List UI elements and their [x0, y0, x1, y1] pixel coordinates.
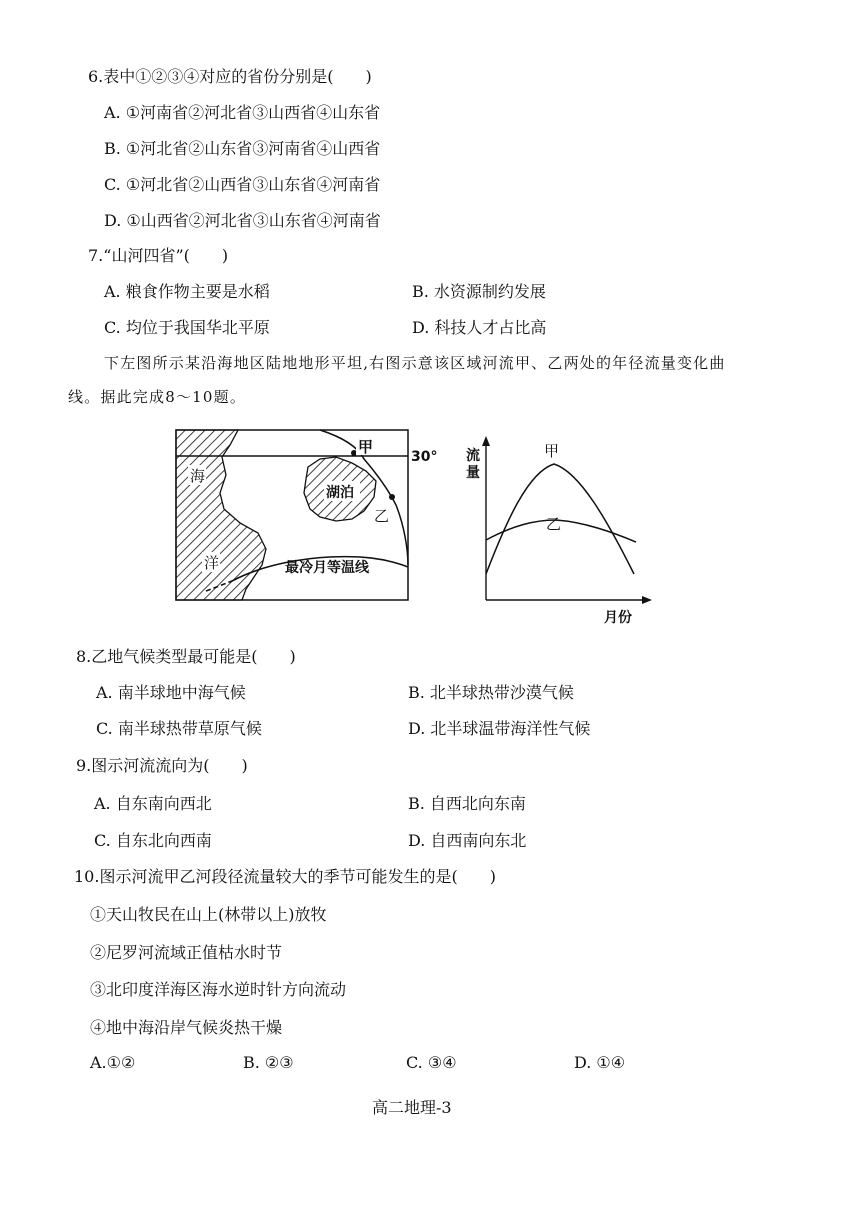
q9-option-c: C. 自东北向西南 [94, 831, 212, 850]
point-yi-marker [389, 494, 395, 500]
latitude-label: 30° [411, 449, 438, 465]
q8-stem: 8.乙地气候类型最可能是( ) [76, 647, 296, 666]
q10-option-c: C. ③④ [406, 1053, 457, 1072]
q6-option-b: B. ①河北省②山东省③河南省④山西省 [104, 139, 381, 158]
q6-option-a: A. ①河南省②河北省③山西省④山东省 [104, 103, 381, 122]
q10-item-4: ④地中海沿岸气候炎热干燥 [90, 1018, 283, 1037]
intro-line2: 线。据此完成8～10题。 [68, 388, 247, 406]
q7-option-d: D. 科技人才占比高 [412, 318, 547, 337]
q9-stem: 9.图示河流流向为( ) [76, 756, 248, 775]
point-jia-label: 甲 [358, 438, 374, 456]
q7-stem: 7.“山河四省”( ) [88, 246, 229, 265]
q6-option-d: D. ①山西省②河北省③山东省④河南省 [104, 211, 381, 230]
point-yi-label: 乙 [374, 507, 390, 525]
q10-option-b: B. ②③ [243, 1053, 294, 1072]
page-footer: 高二地理-3 [372, 1098, 452, 1117]
q6-option-c: C. ①河北省②山西省③山东省④河南省 [104, 175, 381, 194]
q7-option-b: B. 水资源制约发展 [412, 282, 546, 301]
sea-label-1: 海 [190, 467, 206, 485]
y-axis-label-2: 量 [466, 465, 480, 481]
q10-option-a: A.①② [90, 1053, 136, 1072]
isotherm-label: 最冷月等温线 [285, 560, 369, 576]
runoff-chart [458, 432, 658, 627]
q9-option-d: D. 自西南向东北 [408, 831, 527, 850]
q10-option-d: D. ①④ [574, 1053, 626, 1072]
intro-line1: 下左图所示某沿海地区陆地地形平坦,右图示意该区域河流甲、乙两处的年径流量变化曲 [104, 354, 726, 372]
q9-option-a: A. 自东南向西北 [94, 794, 212, 813]
sea-label-2: 洋 [204, 554, 220, 572]
q6-stem: 6.表中①②③④对应的省份分别是( ) [88, 67, 372, 86]
y-axis-arrow [482, 436, 490, 446]
q8-option-b: B. 北半球热带沙漠气候 [408, 683, 574, 702]
q7-option-a: A. 粮食作物主要是水稻 [104, 282, 270, 301]
x-axis-label: 月份 [604, 610, 632, 626]
terrain-map [170, 425, 440, 610]
q8-option-d: D. 北半球温带海洋性气候 [408, 719, 591, 738]
q9-option-b: B. 自西北向东南 [408, 794, 526, 813]
series-jia-label: 甲 [544, 442, 560, 460]
q10-stem: 10.图示河流甲乙河段径流量较大的季节可能发生的是( ) [74, 867, 496, 886]
q7-option-c: C. 均位于我国华北平原 [104, 318, 270, 337]
series-yi-label: 乙 [546, 515, 562, 533]
q10-item-3: ③北印度洋海区海水逆时针方向流动 [90, 980, 347, 999]
lake-label: 湖泊 [326, 485, 354, 501]
q10-item-2: ②尼罗河流域正值枯水时节 [90, 943, 283, 962]
y-axis-label-1: 流 [466, 448, 480, 464]
q10-item-1: ①天山牧民在山上(林带以上)放牧 [90, 905, 327, 924]
q8-option-a: A. 南半球地中海气候 [96, 683, 246, 702]
x-axis-arrow [642, 596, 652, 604]
q8-option-c: C. 南半球热带草原气候 [96, 719, 262, 738]
